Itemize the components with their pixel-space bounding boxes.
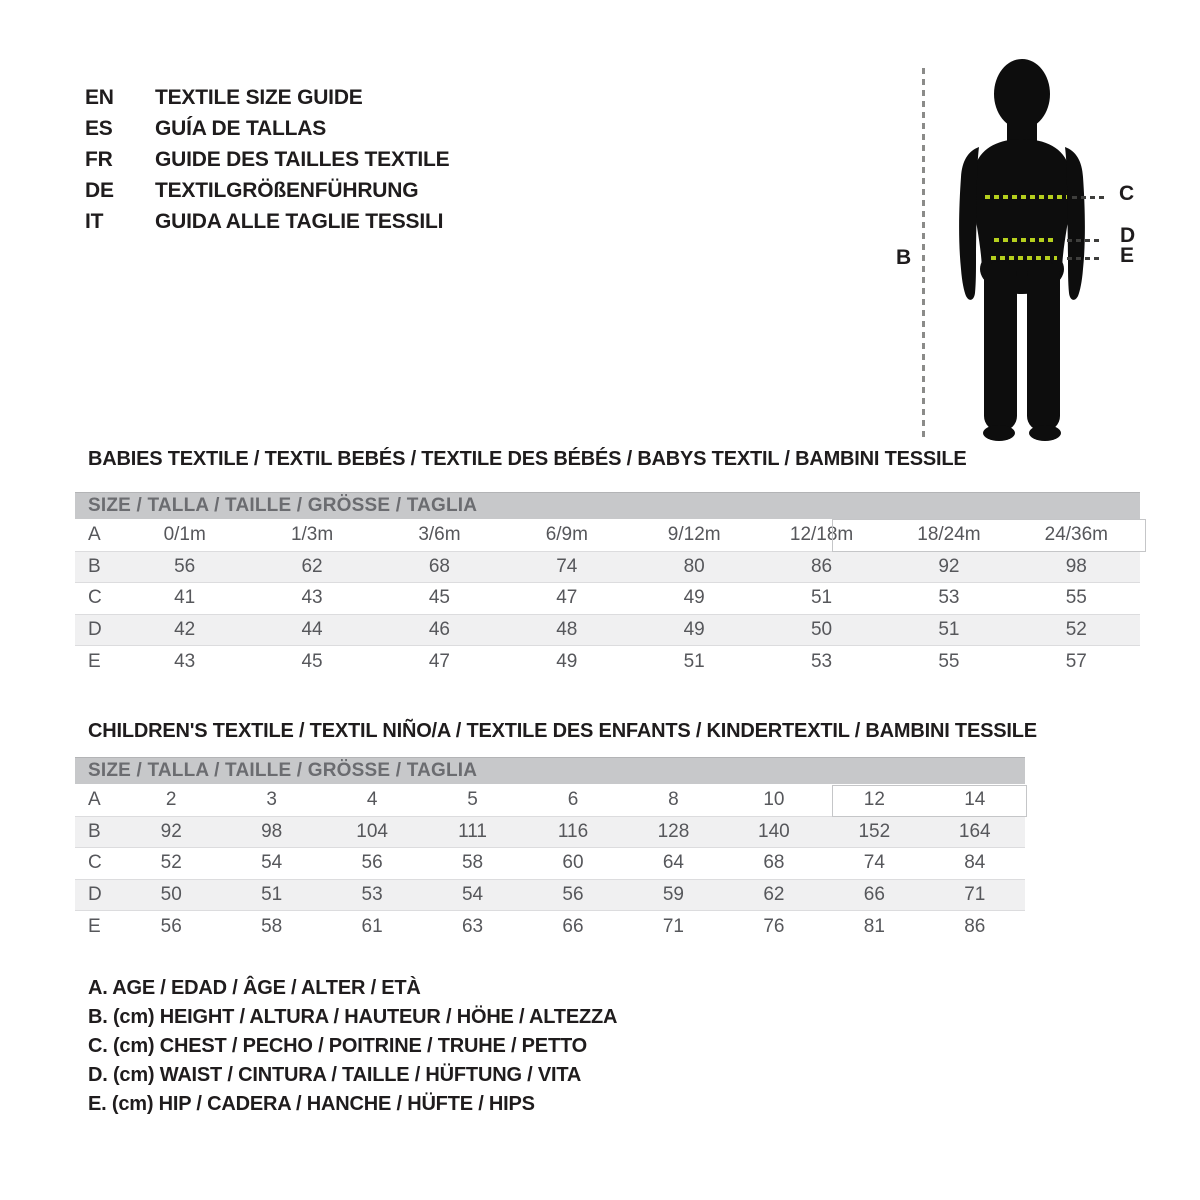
- size-cell: 44: [301, 619, 323, 641]
- size-table-row-D: [75, 879, 1025, 911]
- size-cell: 1/3m: [290, 523, 334, 545]
- chest-leader-line: [1072, 196, 1107, 199]
- row-label: E: [88, 650, 101, 672]
- child-silhouette-icon: [935, 55, 1105, 450]
- size-cell: 51: [261, 884, 283, 906]
- size-cell: 51: [938, 619, 960, 641]
- row-label: E: [88, 915, 101, 937]
- size-cell: 58: [461, 852, 484, 874]
- size-table-row-D: [75, 614, 1140, 646]
- size-cell: 164: [958, 820, 991, 842]
- language-title-list: [85, 82, 449, 237]
- size-cell: 104: [356, 820, 388, 842]
- size-cell: 50: [810, 619, 833, 641]
- legend-item-age: A. AGE / EDAD / ÂGE / ALTER / ETÀ: [88, 977, 421, 999]
- children-section-heading: CHILDREN'S TEXTILE / TEXTIL NIÑO/A / TEXTILE DES ENFANTS / KINDERTEXTIL / BAMBINI TESSILE: [88, 720, 1037, 742]
- size-table-row-A: [75, 519, 1140, 551]
- size-cell: 60: [562, 852, 584, 874]
- chest-measure-line: [985, 195, 1067, 199]
- size-cell: 68: [763, 852, 785, 874]
- size-cell: 56: [361, 852, 383, 874]
- size-cell: 64: [662, 852, 684, 874]
- size-table-row-C: [75, 582, 1140, 614]
- size-cell: 2: [165, 788, 177, 810]
- size-cell: 8: [668, 788, 679, 810]
- size-cell: 12: [863, 788, 885, 810]
- size-cell: 61: [361, 915, 383, 937]
- size-cell: 49: [556, 650, 578, 672]
- size-cell: 0/1m: [163, 523, 206, 545]
- size-cell: 140: [758, 820, 790, 842]
- size-cell: 49: [683, 587, 705, 609]
- size-table-row-A: [75, 784, 1025, 816]
- size-cell: 45: [301, 650, 323, 672]
- guide-title-es: GUÍA DE TALLAS: [155, 116, 327, 140]
- size-header-label: SIZE / TALLA / TAILLE / GRÖSSE / TAGLIA: [88, 760, 478, 781]
- size-cell: 152: [858, 820, 891, 842]
- size-cell: 62: [301, 555, 323, 577]
- size-cell: 47: [428, 650, 450, 672]
- guide-title-fr: GUIDE DES TAILLES TEXTILE: [155, 147, 450, 171]
- size-cell: 55: [938, 650, 960, 672]
- row-label: C: [88, 587, 102, 609]
- legend-item-waist: D. (cm) WAIST / CINTURA / TAILLE / HÜFTUNG / VITA: [88, 1064, 582, 1086]
- hip-label: E: [1120, 244, 1135, 267]
- row-label: D: [88, 884, 102, 906]
- size-cell: 55: [1065, 587, 1087, 609]
- children-table-rows: [75, 784, 1025, 942]
- language-code: IT: [85, 209, 104, 233]
- size-cell: 18/24m: [917, 523, 981, 545]
- size-cell: 46: [428, 619, 450, 641]
- language-code: DE: [85, 178, 114, 202]
- size-cell: 45: [428, 587, 450, 609]
- children-size-table: [75, 757, 1025, 942]
- size-cell: 9/12m: [667, 523, 721, 545]
- size-cell: 56: [562, 884, 584, 906]
- size-cell: 66: [562, 915, 584, 937]
- size-cell: 6: [567, 788, 579, 810]
- legend-item-chest: C. (cm) CHEST / PECHO / POITRINE / TRUHE / PETTO: [88, 1035, 587, 1057]
- size-cell: 52: [160, 852, 182, 874]
- size-cell: 62: [763, 884, 785, 906]
- size-cell: 54: [461, 884, 484, 906]
- size-table-row-C: [75, 847, 1025, 879]
- size-cell: 41: [174, 587, 196, 609]
- size-cell: 50: [160, 884, 182, 906]
- size-cell: 57: [1065, 650, 1087, 672]
- measurement-legend: [88, 974, 617, 1119]
- height-measure-line: [922, 68, 925, 438]
- size-cell: 86: [810, 555, 833, 577]
- language-row-it: [85, 206, 449, 237]
- height-label: B: [896, 246, 912, 269]
- hip-leader-line: [1067, 257, 1103, 260]
- guide-title-it: GUIDA ALLE TAGLIE TESSILI: [155, 209, 444, 233]
- size-cell: 74: [556, 555, 578, 577]
- row-label: B: [88, 555, 101, 577]
- size-header-band: [75, 492, 1140, 519]
- size-cell: 3: [266, 788, 277, 810]
- size-cell: 47: [556, 587, 578, 609]
- size-cell: 43: [174, 650, 196, 672]
- size-cell: 53: [938, 587, 960, 609]
- size-cell: 68: [428, 555, 450, 577]
- legend-item-height: B. (cm) HEIGHT / ALTURA / HAUTEUR / HÖHE / ALTEZZA: [88, 1006, 618, 1028]
- size-cell: 43: [301, 587, 323, 609]
- size-cell: 74: [863, 852, 885, 874]
- row-label: B: [88, 820, 101, 842]
- size-cell: 116: [557, 820, 589, 842]
- size-cell: 49: [683, 619, 705, 641]
- babies-size-table: [75, 492, 1140, 677]
- row-label: C: [88, 852, 102, 874]
- size-cell: 53: [361, 884, 383, 906]
- size-header-band: [75, 757, 1025, 784]
- babies-table-rows: [75, 519, 1140, 677]
- size-cell: 12/18m: [789, 523, 854, 545]
- size-cell: 51: [810, 587, 833, 609]
- size-cell: 111: [458, 820, 487, 842]
- language-code: EN: [85, 85, 114, 109]
- size-cell: 98: [1065, 555, 1087, 577]
- language-row-de: [85, 175, 449, 206]
- waist-leader-line: [1067, 239, 1103, 242]
- size-cell: 76: [763, 915, 785, 937]
- hip-measure-line: [991, 256, 1057, 260]
- size-cell: 66: [863, 884, 885, 906]
- size-cell: 84: [964, 852, 986, 874]
- size-cell: 5: [467, 788, 478, 810]
- size-cell: 54: [261, 852, 283, 874]
- size-cell: 59: [662, 884, 684, 906]
- size-cell: 58: [261, 915, 283, 937]
- size-cell: 52: [1065, 619, 1087, 641]
- size-cell: 14: [964, 788, 986, 810]
- size-cell: 51: [683, 650, 705, 672]
- size-cell: 24/36m: [1044, 523, 1108, 545]
- waist-measure-line: [994, 238, 1056, 242]
- size-cell: 10: [763, 788, 785, 810]
- size-table-row-B: [75, 816, 1025, 848]
- size-cell: 92: [160, 820, 182, 842]
- legend-item-hip: E. (cm) HIP / CADERA / HANCHE / HÜFTE / HIPS: [88, 1093, 535, 1115]
- size-cell: 80: [683, 555, 705, 577]
- size-cell: 128: [657, 820, 690, 842]
- chest-label: C: [1119, 182, 1135, 205]
- size-cell: 86: [964, 915, 986, 937]
- size-cell: 42: [174, 619, 196, 641]
- size-cell: 56: [174, 555, 196, 577]
- size-table-row-B: [75, 551, 1140, 583]
- language-code: FR: [85, 147, 113, 171]
- size-cell: 71: [964, 884, 986, 906]
- row-label: D: [88, 619, 102, 641]
- waist-label: D: [1120, 224, 1136, 247]
- size-cell: 56: [160, 915, 182, 937]
- language-row-fr: [85, 144, 449, 175]
- row-label: A: [88, 788, 101, 810]
- size-cell: 53: [810, 650, 833, 672]
- language-code: ES: [85, 116, 113, 140]
- size-cell: 6/9m: [545, 523, 588, 545]
- language-row-es: [85, 113, 449, 144]
- size-cell: 81: [863, 915, 885, 937]
- row-label: A: [88, 523, 101, 545]
- size-cell: 92: [938, 555, 960, 577]
- size-table-row-E: [75, 645, 1140, 677]
- size-cell: 98: [261, 820, 283, 842]
- language-row-en: [85, 82, 449, 113]
- size-cell: 63: [461, 915, 484, 937]
- size-cell: 48: [556, 619, 578, 641]
- measurement-figure: [895, 50, 1175, 455]
- babies-section-heading: BABIES TEXTILE / TEXTIL BEBÉS / TEXTILE DES BÉBÉS / BABYS TEXTIL / BAMBINI TESSILE: [88, 448, 967, 470]
- size-cell: 3/6m: [418, 523, 461, 545]
- guide-title-de: TEXTILGRÖßENFÜHRUNG: [155, 178, 419, 202]
- size-header-label: SIZE / TALLA / TAILLE / GRÖSSE / TAGLIA: [88, 495, 478, 516]
- size-cell: 4: [366, 788, 378, 810]
- guide-title-en: TEXTILE SIZE GUIDE: [155, 85, 363, 109]
- size-table-row-E: [75, 910, 1025, 942]
- size-cell: 71: [662, 915, 684, 937]
